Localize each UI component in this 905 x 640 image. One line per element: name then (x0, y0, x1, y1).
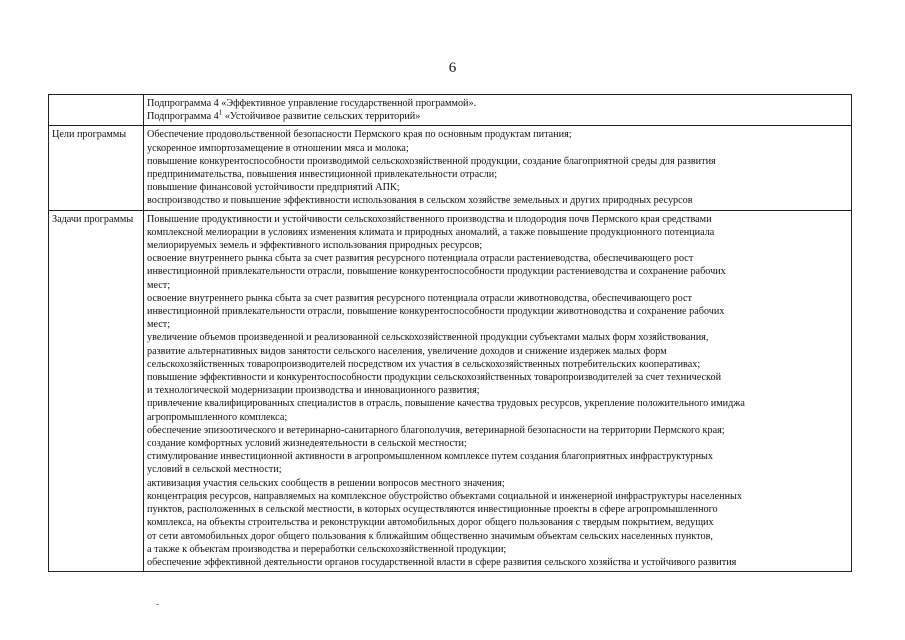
task-line: концентрация ресурсов, направляемых на комплексное обустройство объектами социальной и инженерной инфраструктуры населенных (147, 490, 742, 502)
goal-line: повышение конкурентоспособности производимой сельскохозяйственной продукции, создание благоприятной среды для развития (147, 155, 716, 167)
row-content-goals (144, 126, 852, 210)
task-line: инвестиционной привлекательности отрасли, повышение конкурентоспособности продукции растениеводства и сохранение рабочих (147, 266, 726, 278)
task-line: инвестиционной привлекательности отрасли, повышение конкурентоспособности продукции животноводства и сохранение рабочих (147, 306, 725, 318)
goal-line: предпринимательства, повышения инвестиционной привлекательности отрасли; (147, 169, 498, 181)
subprogram-4-1-title: «Устойчивое развитие сельских территорий» (222, 111, 421, 123)
table-row-subprograms (49, 95, 852, 126)
task-line: освоение внутреннего рынка сбыта за счет развития ресурсного потенциала отрасли растениеводства, обеспечивающего рост (147, 253, 694, 265)
table-row-goals (49, 126, 852, 210)
subprogram-4-line: Подпрограмма 4 «Эффективное управление государственной программой». (147, 98, 477, 109)
task-line: комплексной мелиорации в условиях изменения климата и природных аномалий, а также повышение продукционного потенциала (147, 226, 715, 238)
subprogram-4-1-prefix: Подпрограмма 4 (147, 111, 219, 123)
row-content-tasks (144, 210, 852, 571)
task-line: сельскохозяйственных товаропроизводителей посредством их участия в сельскохозяйственных потребительских кооперативах; (147, 358, 701, 370)
task-line: развитие альтернативных видов занятости сельского населения, увеличение доходов и снижение издержек малых форм (147, 345, 667, 357)
task-line: мелиорируемых земель и эффективного использования природных ресурсов; (147, 240, 483, 252)
task-line: освоение внутреннего рынка сбыта за счет развития ресурсного потенциала отрасли животноводства, обеспечивающего рост (147, 292, 692, 304)
task-line: обеспечение эффективной деятельности органов государственной власти в сфере развития сельского хозяйства и устойчивого развития (147, 556, 737, 568)
task-line: повышение эффективности и конкурентоспособности продукции сельскохозяйственных товаропроизводителей за счет технической (147, 372, 722, 384)
page-number: 6 (448, 60, 457, 76)
subprogram-4-1-line (147, 110, 848, 123)
goal-line: ускоренное импортозамещение в отношении мяса и молока; (147, 142, 409, 154)
task-line: активизация участия сельских сообществ в решении вопросов местного значения; (147, 477, 505, 489)
task-line: мест; (147, 319, 171, 331)
subprogram-4-1-superscript: 1 (218, 108, 223, 117)
task-line: создание комфортных условий жизнедеятельности в сельской местности; (147, 438, 467, 450)
row-content-subprograms (144, 95, 852, 126)
goal-line: Обеспечение продовольственной безопасности Пермского края по основным продуктам питания; (147, 129, 572, 141)
goal-line: повышение финансовой устойчивости предприятий АПК; (147, 182, 400, 194)
row-label-tasks: Задачи программы (49, 210, 144, 571)
task-line: условий в сельской местности; (147, 464, 282, 476)
program-passport-table (48, 94, 852, 572)
row-label-subprograms (49, 95, 144, 126)
task-line: от сети автомобильных дорог общего пользования к ближайшим общественно значимым объектам сельских населенных пунктов, (147, 530, 713, 542)
task-line: увеличение объемов произведенной и реализованной сельскохозяйственной продукции субъектами малых форм хозяйствования, (147, 332, 709, 344)
task-line: обеспечение эпизоотического и ветеринарно-санитарного благополучия, ветеринарной безопасности на территории Пермского края; (147, 424, 725, 436)
task-line: комплекса, на объекты строительства и реконструкции автомобильных дорог общего пользования с твердым покрытием, ведущих (147, 517, 714, 529)
scan-speck (156, 604, 159, 605)
task-line: а также к объектам производства и переработки сельскохозяйственной продукции; (147, 543, 507, 555)
row-label-goals: Цели программы (49, 126, 144, 210)
goal-line: воспроизводство и повышение эффективности использования в сельском хозяйстве земельных и других природных ресурсов (147, 195, 693, 207)
task-line: стимулирование инвестиционной активности в агропромышленном комплексе путем создания благоприятных инфраструктурных (147, 451, 713, 463)
task-line: и технологической модернизации производства и инновационного развития; (147, 385, 480, 397)
task-line: пунктов, расположенных в сельской местности, в которых осуществляются инвестиционные проекты в сфере агропромышленного (147, 504, 718, 516)
table-row-tasks (49, 210, 852, 571)
task-line: привлечение квалифицированных специалистов в отрасль, повышение качества трудовых ресурсов, укрепление положительного имиджа (147, 398, 745, 410)
task-line: мест; (147, 279, 171, 291)
task-line: агропромышленного комплекса; (147, 411, 288, 423)
task-line: Повышение продуктивности и устойчивости сельскохозяйственного производства и плодородия почв Пермского края средствами (147, 213, 712, 225)
